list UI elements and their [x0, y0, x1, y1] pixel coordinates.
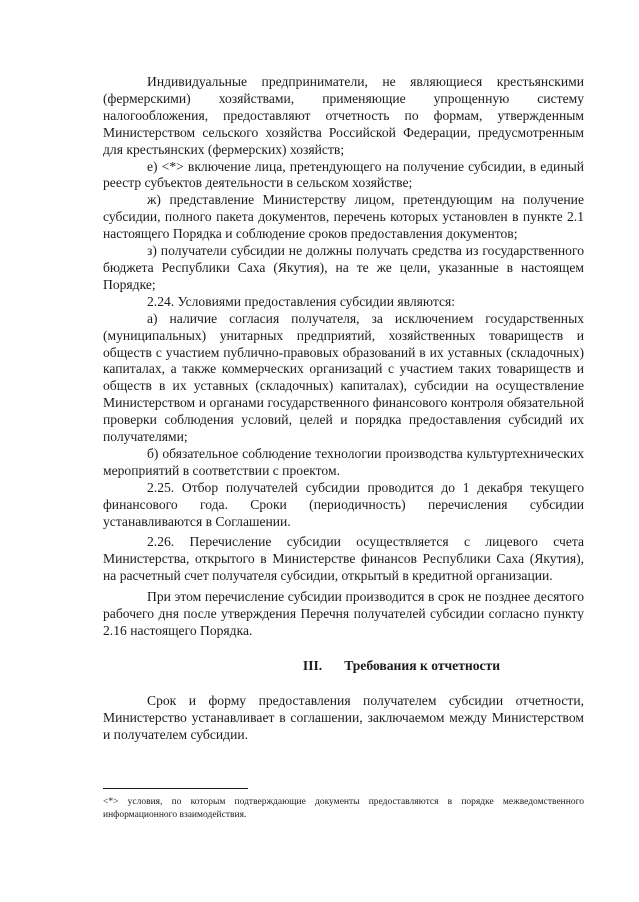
- paragraph-2-26: 2.26. Перечисление субсидии осуществляется с лицевого счета Министерства, открытого в Министерстве финансов Республики Саха (Якутия), на расчетный счет получателя субсидии, открытый в кредитной организации.: [103, 534, 584, 584]
- paragraph-item-e: е) <*> включение лица, претендующего на получение субсидии, в единый реестр субъектов деятельности в сельском хозяйстве;: [103, 158, 584, 191]
- section-heading: [103, 658, 584, 675]
- section-number: III.: [302, 657, 323, 673]
- paragraph-condition-a: а) наличие согласия получателя, за исключением государственных (муниципальных) унитарных предприятий, хозяйственных товариществ и обществ с участием публично-правовых образований в их уставных (складочных) капиталах, а также коммерческих организаций с участием таких товариществ и обществ в их уставных (складочных) капиталах), субсидии на осуществление Министерством и органами государственного финансового контроля обязательной проверки соблюдения условий, целей и порядка предоставления субсидий их получателями;: [103, 310, 584, 445]
- paragraph-reporting-terms: Срок и форму предоставления получателем субсидии отчетности, Министерство устанавливает в соглашении, заключаемом между Министерством и получателем субсидии.: [103, 692, 584, 742]
- section-title: Требования к отчетности: [344, 657, 501, 673]
- document-body: [103, 74, 584, 744]
- paragraph-item-z: з) получатели субсидии не должны получать средства из государственного бюджета Республики Саха (Якутия), на те же цели, указанные в настоящем Порядке;: [103, 243, 584, 292]
- paragraph-item-zh: ж) представление Министерству лицом, претендующим на получение субсидии, полного пакета документов, перечень которых установлен в пункте 2.1 настоящего Порядка и соблюдение сроков предоставления документов;: [103, 192, 584, 242]
- paragraph-condition-b: б) обязательное соблюдение технологии производства культуртехнических мероприятий в соответствии с проектом.: [103, 445, 584, 478]
- paragraph-2-25: 2.25. Отбор получателей субсидии проводится до 1 декабря текущего финансового года. Сроки (периодичность) перечисления субсидии устанавливаются в Соглашении.: [103, 479, 584, 529]
- footnote-text: <*> условия, по которым подтверждающие документы предоставляются в порядке межведомственного информационного взаимодействия.: [103, 797, 584, 820]
- paragraph-2-24: 2.24. Условиями предоставления субсидии являются:: [147, 293, 456, 309]
- paragraph-individual-entrepreneurs: Индивидуальные предприниматели, не являющиеся крестьянскими (фермерскими) хозяйствами, применяющие упрощенную систему налогообложения, предоставляют отчетность по формам, утвержденным Министерством сельского хозяйства Российской Федерации, предусмотренным для крестьянских (фермерских) хозяйств;: [103, 74, 584, 157]
- footnote: [103, 796, 584, 822]
- paragraph-transfer-deadline: При этом перечисление субсидии производится в срок не позднее десятого рабочего дня после утверждения Перечня получателей субсидии согласно пункту 2.16 настоящего Порядка.: [103, 589, 584, 638]
- footnote-divider: [103, 788, 248, 789]
